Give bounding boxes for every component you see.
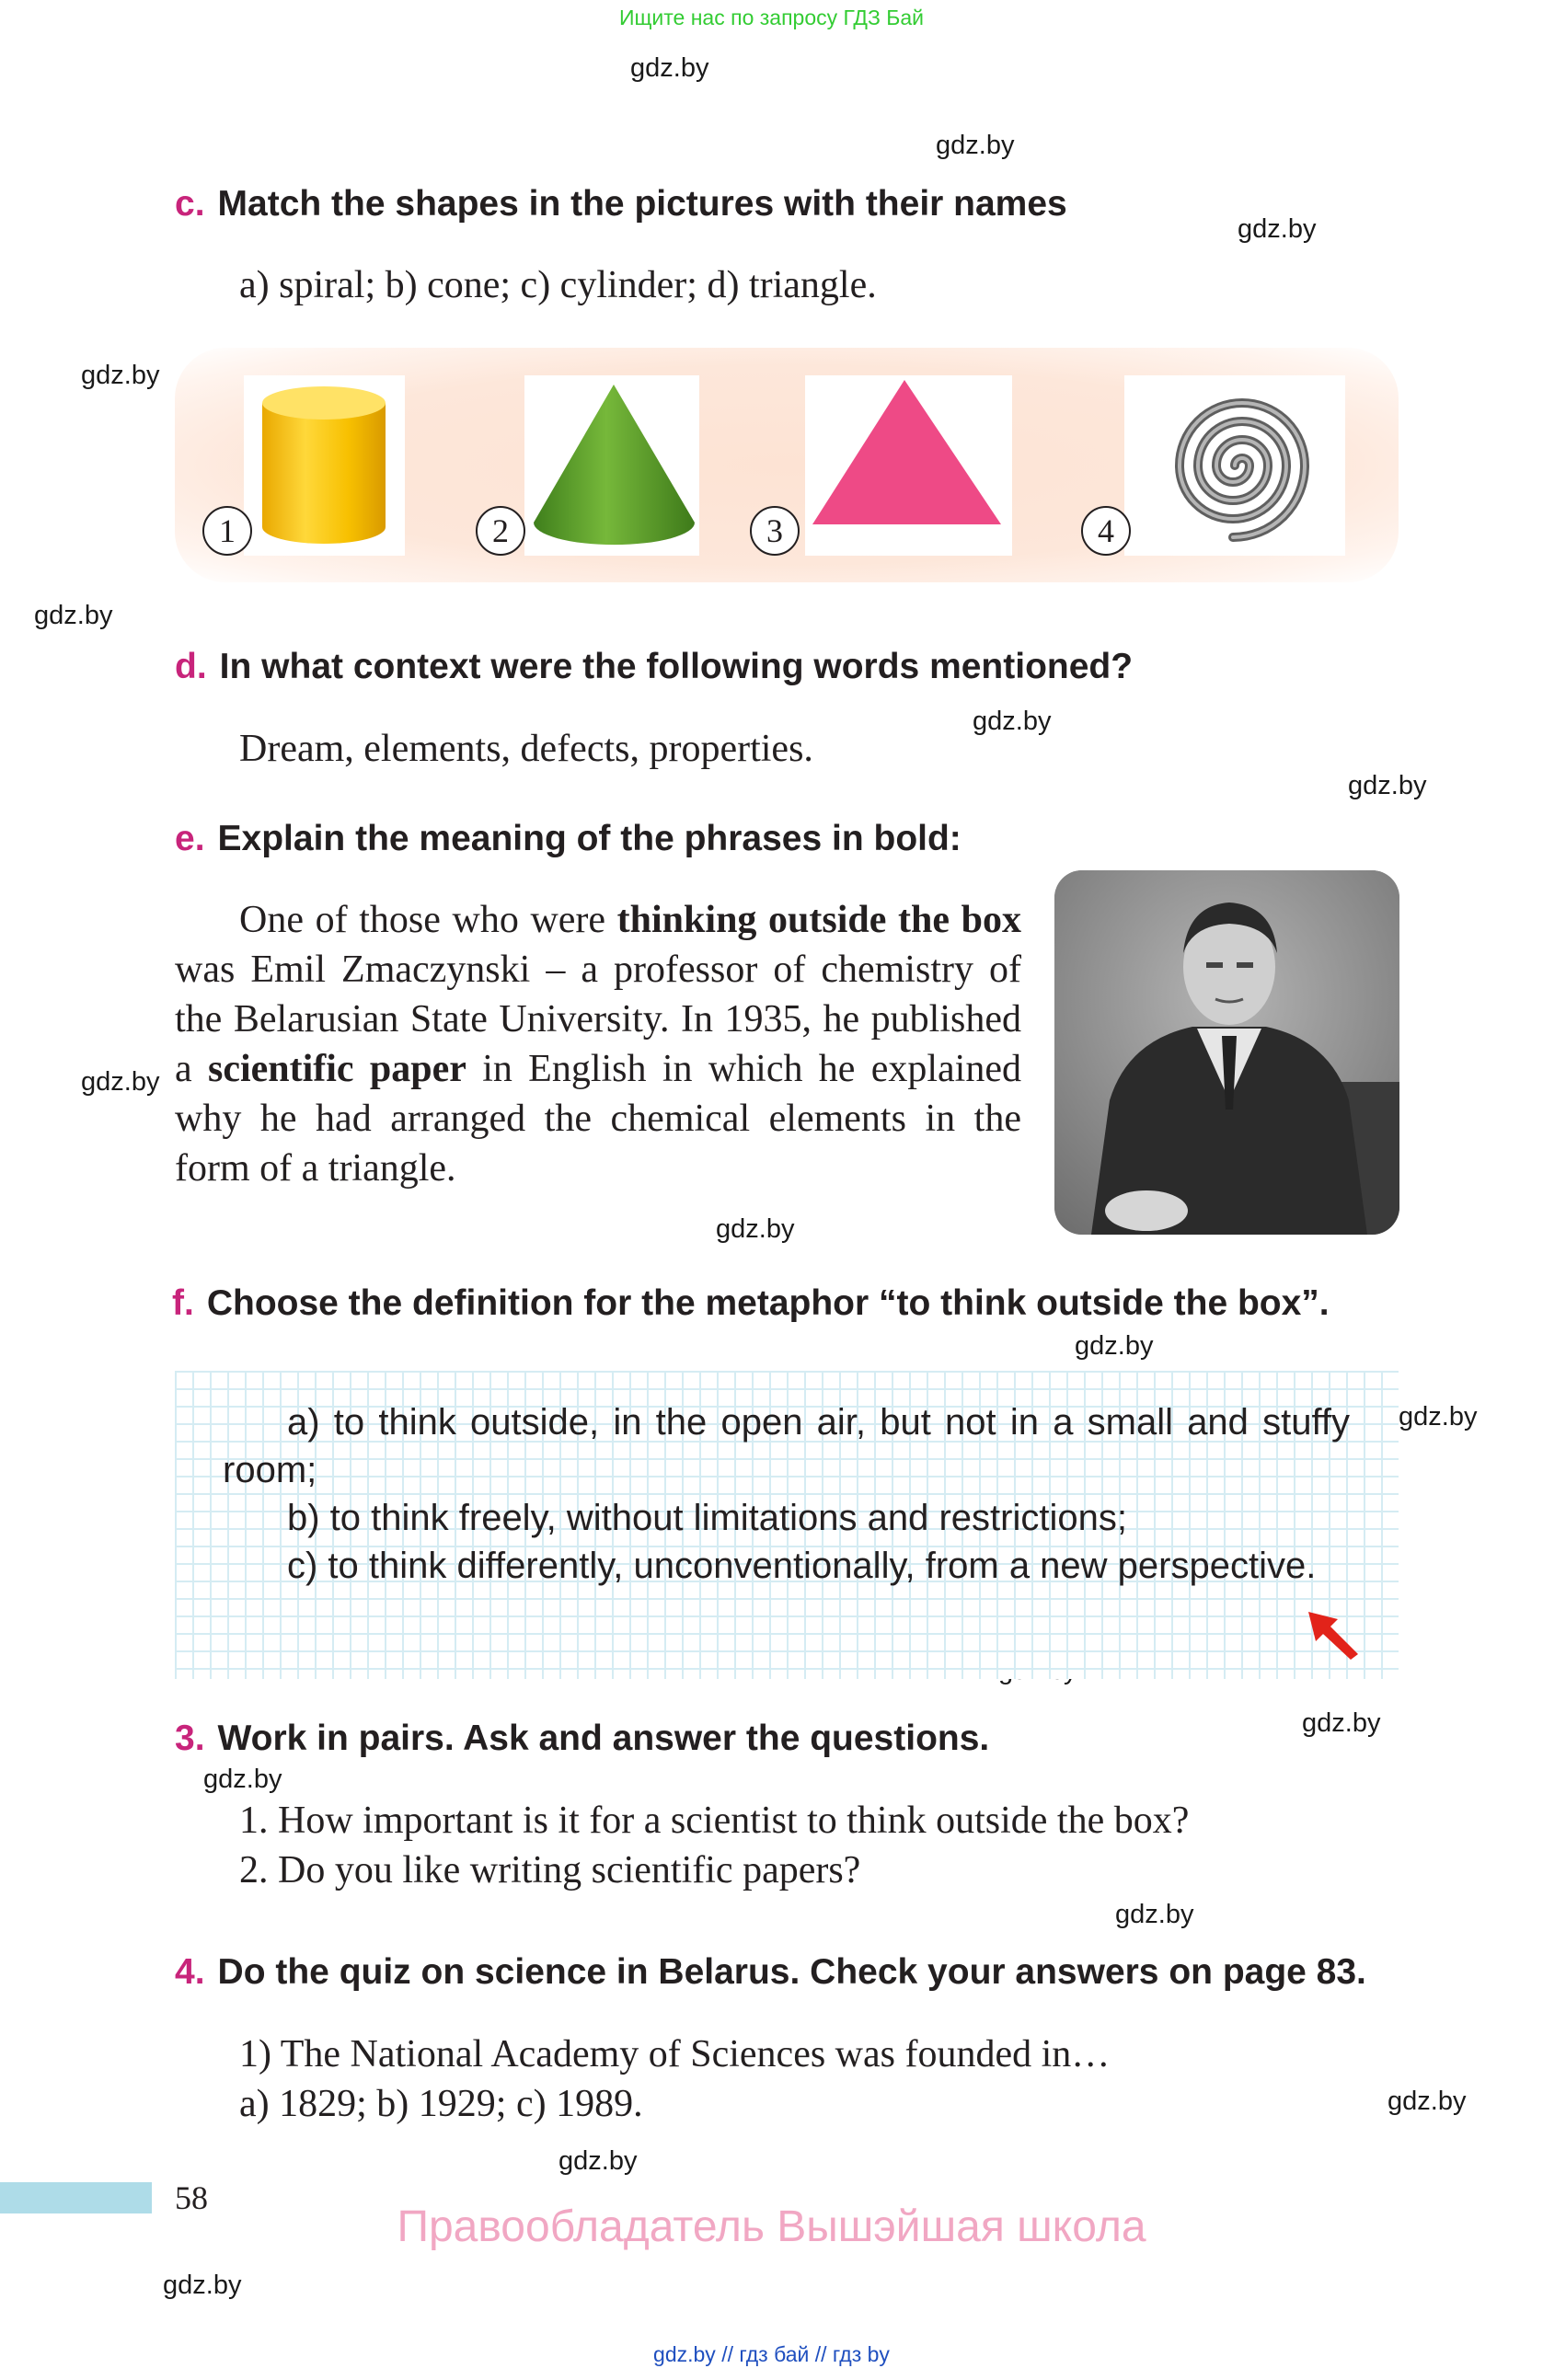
definition-option[interactable]: b) to think freely, without limitations and restrictions;	[287, 1498, 1127, 1538]
bold-phrase: scientific paper	[207, 1048, 466, 1090]
watermark: gdz.by	[1302, 1708, 1381, 1738]
watermark: gdz.by	[716, 1214, 795, 1244]
picture-number: 4	[1081, 506, 1131, 556]
cylinder-icon	[244, 375, 405, 556]
text-part: was Emil Zmaczynski – a professor of chemistry of the Belarusian State University. In 1935, he published a	[175, 949, 1021, 1090]
question-item: 1. How important is it for a scientist to think outside the box?	[239, 1799, 1190, 1842]
definition-option[interactable]: c) to think differently, unconventionally, from a new perspective.	[287, 1546, 1317, 1586]
watermark: gdz.by	[630, 53, 709, 83]
watermark: gdz.by	[936, 131, 1015, 160]
spiral-icon	[1124, 375, 1345, 556]
task-instruction: Explain the meaning of the phrases in bold:	[217, 819, 961, 858]
watermark: gdz.by	[1238, 214, 1317, 244]
watermark: gdz.by	[1399, 1402, 1478, 1431]
watermark: gdz.by	[558, 2146, 638, 2176]
task-instruction: Work in pairs. Ask and answer the questions.	[217, 1719, 990, 1758]
watermark: gdz.by	[1075, 1331, 1154, 1361]
watermark: gdz.by	[203, 1765, 282, 1794]
task-letter: e.	[175, 819, 205, 858]
bold-phrase: thinking outside the box	[616, 899, 1022, 941]
portrait-photo	[1054, 870, 1399, 1235]
task-letter: f.	[172, 1283, 194, 1323]
picture-number: 3	[750, 506, 800, 556]
copyright-notice: Правообладатель Вышэйшая школа	[397, 2202, 1146, 2251]
watermark: gdz.by	[81, 361, 160, 390]
watermark: gdz.by	[163, 2271, 242, 2300]
question-item: 2. Do you like writing scientific papers?	[239, 1849, 861, 1891]
watermark: gdz.by	[1348, 771, 1427, 800]
picture-number: 2	[476, 506, 525, 556]
zmaczynski-paragraph	[175, 895, 1021, 1193]
shape-names-line: a) spiral; b) cone; c) cylinder; d) triangle.	[239, 264, 877, 306]
task-4-heading	[175, 1952, 1366, 1993]
triangle-icon	[805, 375, 1012, 556]
picture-number: 1	[202, 506, 252, 556]
page-number: 58	[175, 2179, 208, 2216]
watermark: gdz.by	[1388, 2087, 1467, 2116]
top-search-link[interactable]: Ищите нас по запросу ГДЗ Бай	[618, 6, 925, 29]
definitions-list	[223, 1398, 1350, 1590]
task-number: 3.	[175, 1719, 205, 1758]
watermark: gdz.by	[81, 1067, 160, 1097]
task-e-heading	[175, 819, 961, 859]
task-instruction: In what context were the following words mentioned?	[219, 647, 1134, 686]
task-number: 4.	[175, 1952, 205, 1992]
task-letter: c.	[175, 184, 205, 224]
task-3-heading	[175, 1719, 989, 1759]
watermark: gdz.by	[1115, 1900, 1194, 1929]
words-line: Dream, elements, defects, properties.	[239, 728, 813, 770]
watermark: gdz.by	[34, 601, 113, 630]
task-instruction: Match the shapes in the pictures with their names	[217, 184, 1067, 224]
cone-icon	[524, 375, 699, 556]
picture-1	[244, 375, 405, 556]
definitions-box	[175, 1371, 1399, 1679]
picture-2	[524, 375, 699, 556]
definition-option[interactable]: a) to think outside, in the open air, but not in a small and stuffy room;	[223, 1402, 1350, 1490]
text-part: in English in which he explained why he had arranged the chemical elements in the form of a triangle.	[175, 1048, 1021, 1190]
task-letter: d.	[175, 647, 207, 686]
task-instruction: Do the quiz on science in Belarus. Check your answers on page 83.	[217, 1952, 1366, 1992]
task-d-heading	[175, 647, 1133, 687]
quiz-question: 1) The National Academy of Sciences was founded in…	[239, 2033, 1111, 2075]
task-f-heading	[172, 1283, 1330, 1324]
man-portrait-icon	[1054, 870, 1399, 1235]
watermark: gdz.by	[973, 707, 1052, 736]
red-arrow-icon	[1307, 1610, 1362, 1661]
task-instruction: Choose the definition for the metaphor “to think outside the box”.	[206, 1283, 1330, 1323]
picture-4	[1124, 375, 1345, 556]
quiz-answers: a) 1829; b) 1929; c) 1989.	[239, 2083, 643, 2125]
bottom-links[interactable]: gdz.by // гдз бай // гдз by	[653, 2342, 890, 2366]
picture-3	[805, 375, 1012, 556]
task-c-heading	[175, 184, 1067, 224]
text-part: One of those who were	[239, 899, 617, 941]
